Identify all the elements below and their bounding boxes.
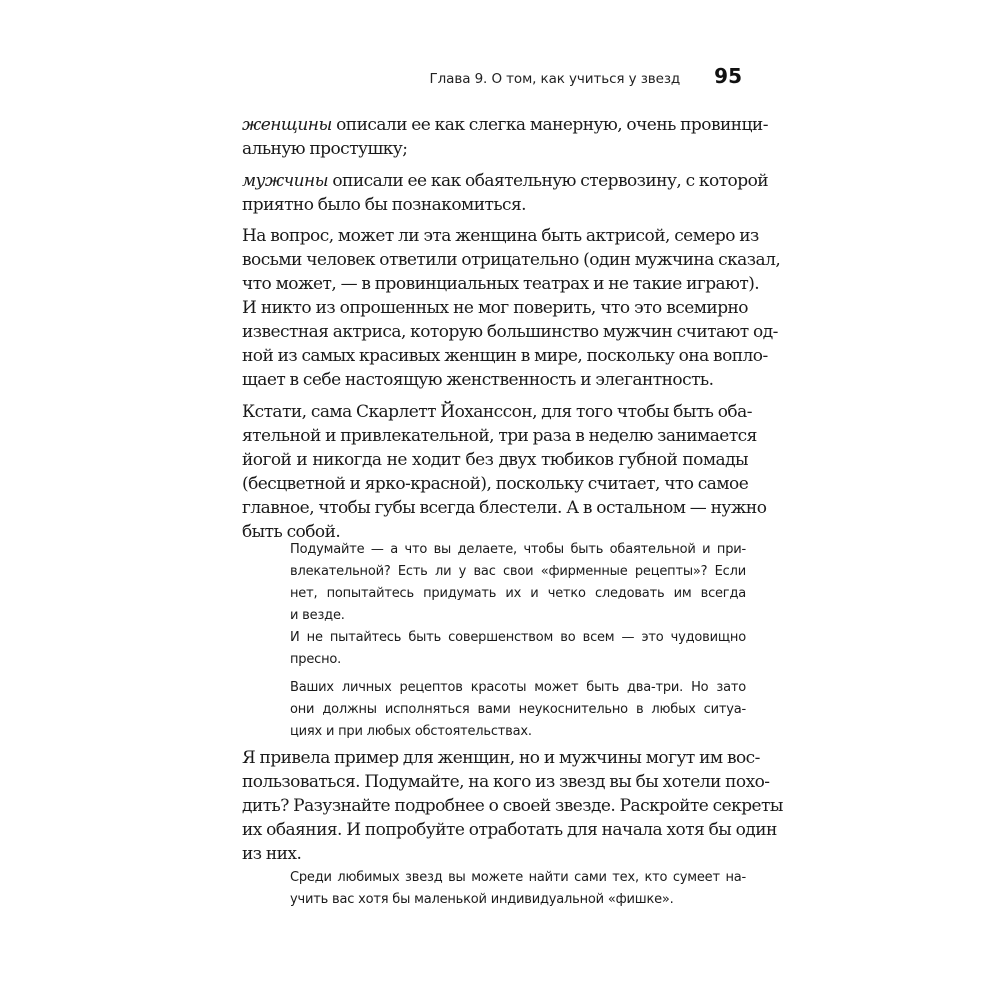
paragraph-scarlett xyxy=(242,400,767,544)
text-line: мужчины описали ее как обаятельную стервозину, с которой xyxy=(242,171,769,191)
text-line: ной из самых красивых женщин в мире, поскольку она вопло- xyxy=(242,346,768,366)
text-line: приятно было бы познакомиться. xyxy=(242,195,527,215)
text-line: дить? Разузнайте подробнее о своей звезде. Раскройте секреты xyxy=(242,796,783,816)
note-line: влекательной? Есть ли у вас свои «фирменные рецепты»? Если xyxy=(290,564,746,579)
text-line: Кстати, сама Скарлетт Йоханссон, для того чтобы быть оба- xyxy=(242,402,752,422)
note-stars xyxy=(290,867,746,911)
text-line: из них. xyxy=(242,844,302,864)
text-line: восьми человек ответили отрицательно (один мужчина сказал, xyxy=(242,250,781,270)
text-line: И никто из опрошенных не мог поверить, что это всемирно xyxy=(242,298,748,318)
note-line: циях и при любых обстоятельствах. xyxy=(290,724,532,739)
note-think xyxy=(290,539,746,627)
note-line: учить вас хотя бы маленькой индивидуальной «фишке». xyxy=(290,892,674,907)
text-line: их обаяния. И попробуйте отработать для начала хотя бы один xyxy=(242,820,777,840)
text-line: пользоваться. Подумайте, на кого из звезд вы бы хотели похо- xyxy=(242,772,770,792)
paragraph-nobody xyxy=(242,296,778,392)
text-line: главное, чтобы губы всегда блестели. А в остальном — нужно xyxy=(242,498,767,518)
text-line: йогой и никогда не ходит без двух тюбиков губной помады xyxy=(242,450,748,470)
text-line: (бесцветной и ярко-красной), поскольку считает, что самое xyxy=(242,474,749,494)
chapter-title: Глава 9. О том, как учиться у звезд xyxy=(429,71,681,87)
running-head xyxy=(242,64,742,90)
text-line: известная актриса, которую большинство мужчин считают од- xyxy=(242,322,778,342)
text-line: женщины описали ее как слегка манерную, очень провинци- xyxy=(242,115,768,135)
note-line: Ваших личных рецептов красоты может быть два-три. Но зато xyxy=(290,680,746,695)
note-line: и везде. xyxy=(290,608,345,623)
page-number: 95 xyxy=(714,64,742,88)
paragraph-men xyxy=(242,169,769,217)
note-line: И не пытайтесь быть совершенством во всем — это чудовищно xyxy=(290,630,746,645)
text-line: щает в себе настоящую женственность и элегантность. xyxy=(242,370,714,390)
note-line: нет, попытайтесь придумать их и четко следовать им всегда xyxy=(290,586,746,601)
italic-lead: мужчины xyxy=(242,171,328,191)
note-recipes xyxy=(290,677,746,743)
note-perfection xyxy=(290,627,746,671)
note-line: Среди любимых звезд вы можете найти сами тех, кто сумеет на- xyxy=(290,870,746,885)
text-line: Я привела пример для женщин, но и мужчины могут им вос- xyxy=(242,748,760,768)
text-line: что может, — в провинциальных театрах и не такие играют). xyxy=(242,274,760,294)
text-line: альную простушку; xyxy=(242,139,408,159)
text-line: ятельной и привлекательной, три раза в неделю занимается xyxy=(242,426,757,446)
paragraph-example xyxy=(242,746,783,866)
text-line: На вопрос, может ли эта женщина быть актрисой, семеро из xyxy=(242,226,759,246)
text-line: быть собой. xyxy=(242,522,341,542)
note-line: пресно. xyxy=(290,652,342,667)
italic-lead: женщины xyxy=(242,115,332,135)
paragraph-question xyxy=(242,224,781,296)
note-line: они должны исполняться вами неукоснительно в любых ситуа- xyxy=(290,702,746,717)
paragraph-women xyxy=(242,113,768,161)
note-line: Подумайте — а что вы делаете, чтобы быть обаятельной и при- xyxy=(290,542,746,557)
